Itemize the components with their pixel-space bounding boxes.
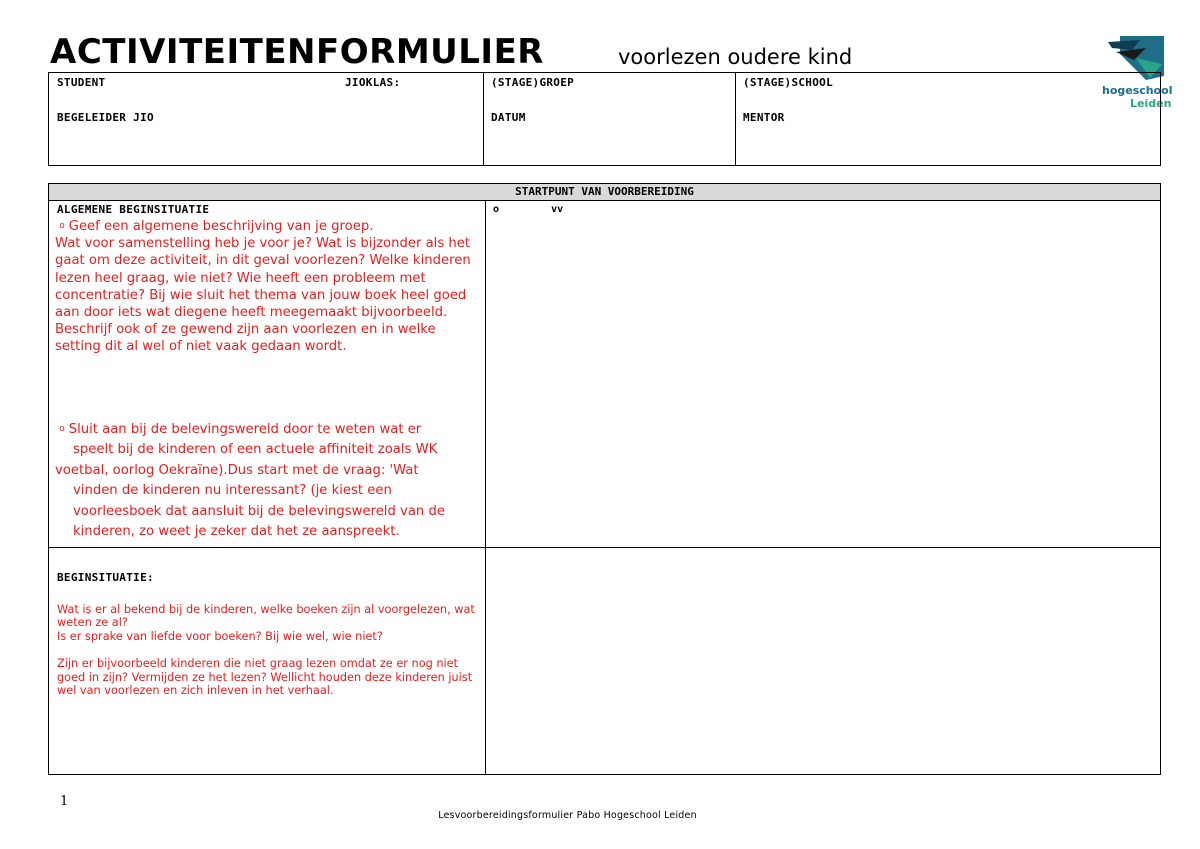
instruction-line: voorleesboek dat aansluit bij de belevingswereld van de [73, 503, 445, 519]
page-number: 1 [60, 794, 69, 809]
instruction-paragraph: Zijn er bijvoorbeeld kinderen die niet graag lezen omdat ze er nog niet goed in zijn? Vermijden ze het lezen? Wellicht houden deze kinderen juist wel van voorlezen en zich inleven in het verhaal. [57, 657, 473, 698]
answer-area-marks [493, 204, 563, 215]
divider [735, 73, 736, 165]
instruction-paragraph: Beschrijf ook of ze gewend zijn aan voorlezen en in welke setting dit al wel of niet vaak gedaan wordt. [55, 322, 436, 355]
section-header-bar: STARTPUNT VAN VOORBEREIDING [49, 184, 1160, 201]
algemene-beginsituatie-heading: ALGEMENE BEGINSITUATIE [57, 203, 210, 216]
beginsituatie-instructions [57, 603, 477, 697]
algemene-instructions [55, 218, 483, 356]
instruction-line: kinderen, zo weet je zeker dat het ze aanspreekt. [73, 524, 400, 540]
bullet-icon: o [59, 424, 65, 434]
instruction-line: Sluit aan bij de belevingswereld door te weten wat er [68, 422, 422, 437]
info-table [48, 72, 1161, 166]
belevingswereld-instructions [55, 419, 483, 542]
divider [485, 201, 486, 774]
instruction-paragraph: Is er sprake van liefde voor boeken? Bij wie wel, wie niet? [57, 629, 383, 643]
preparation-table [48, 183, 1161, 775]
instruction-line: voetbal, oorlog Oekraïne).Dus start met de vraag: 'Wat [55, 462, 419, 478]
logo-text-leiden: Leiden [1130, 97, 1172, 110]
datum-label: DATUM [491, 111, 526, 124]
instruction-paragraph: Wat voor samenstelling heb je voor je? Wat is bijzonder als het gaat om deze activiteit, in dit geval voorlezen? Welke kinderen lezen heel graag, wie niet? Wie heeft een probleem met concentratie? Bij wie sluit het thema van jouw boek heel goed aan door iets wat diegene heeft meegemaakt bijvoorbeeld. [55, 236, 471, 321]
footer-text: Lesvoorbereidingsformulier Pabo Hogeschool Leiden [438, 810, 697, 821]
logo-text-hogeschool: hogeschool [1102, 84, 1173, 97]
form-subtitle: voorlezen oudere kind [618, 45, 853, 69]
divider [49, 547, 1160, 548]
divider [483, 73, 484, 165]
beginsituatie-heading: BEGINSITUATIE: [57, 571, 154, 584]
stage-school-label: (STAGE)SCHOOL [743, 76, 833, 89]
instruction-line: speelt bij de kinderen of een actuele affiniteit zoals WK [73, 442, 438, 458]
instruction-line: Geef een algemene beschrijving van je groep. [68, 219, 374, 234]
jioklas-label: JIOKLAS: [345, 76, 401, 89]
begeleider-label: BEGELEIDER JIO [57, 111, 154, 124]
mentor-label: MENTOR [743, 111, 785, 124]
bullet-mark: vv [551, 204, 564, 215]
instruction-paragraph: Wat is er al bekend bij de kinderen, welke boeken zijn al voorgelezen, wat weten ze al? [57, 603, 475, 630]
bullet-icon: o [59, 221, 65, 231]
stage-groep-label: (STAGE)GROEP [491, 76, 575, 89]
student-label: STUDENT [57, 76, 106, 89]
form-title: ACTIVITEITENFORMULIER [50, 32, 544, 72]
instruction-line: vinden de kinderen nu interessant? (je kiest een [73, 483, 392, 499]
bullet-mark: o [493, 204, 500, 215]
